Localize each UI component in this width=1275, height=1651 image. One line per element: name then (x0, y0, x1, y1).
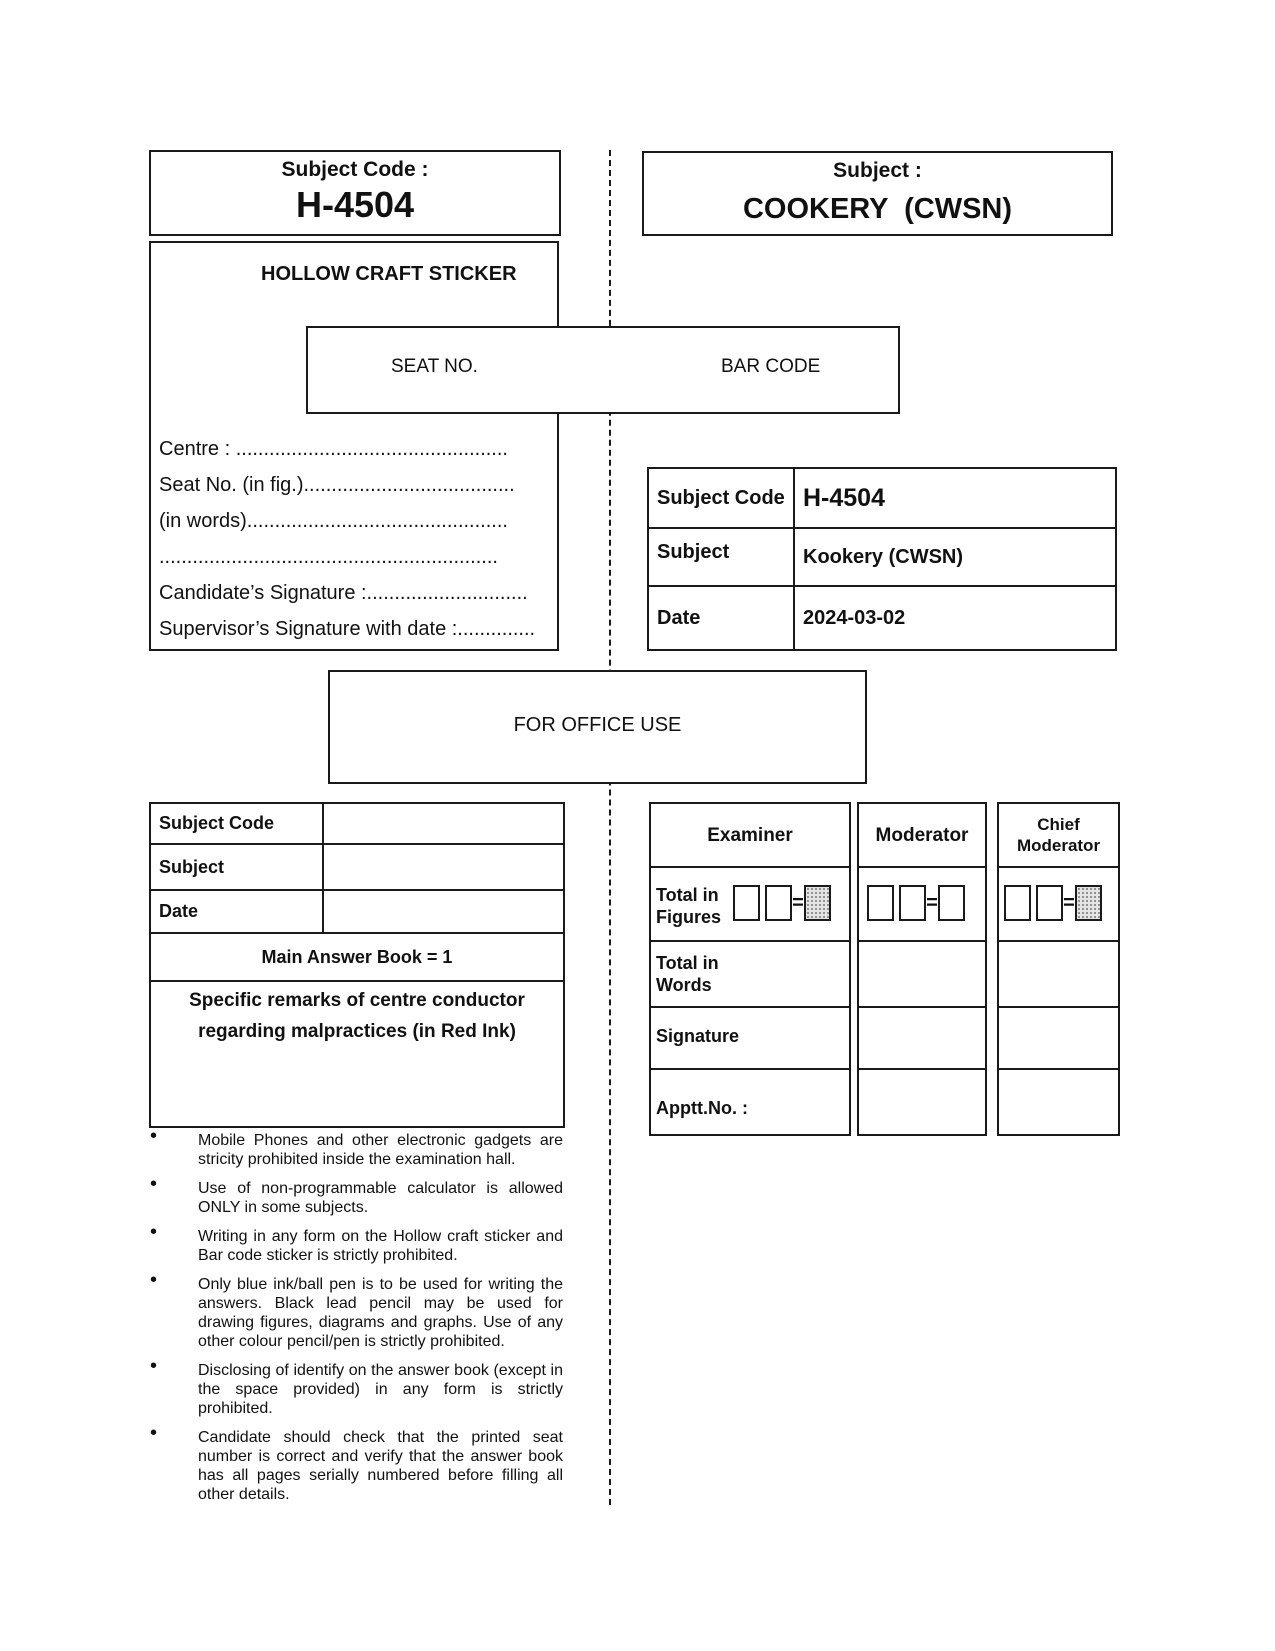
chief-digit-box-2[interactable] (1036, 885, 1063, 921)
moderator-total-box[interactable] (938, 885, 965, 921)
subject-code-box (149, 150, 561, 236)
list-item (150, 1221, 563, 1265)
seat-no-figures-field[interactable]: Seat No. (in fig.)...................................... (159, 474, 515, 496)
office-table (149, 802, 565, 1128)
examiner-digit-box-2[interactable] (765, 885, 792, 921)
office-value-date[interactable] (323, 890, 563, 932)
moderator-apptt-cell[interactable] (859, 1070, 985, 1134)
office-label-date: Date (151, 890, 323, 932)
seat-no-label: SEAT NO. (391, 356, 478, 377)
hollow-craft-sticker (149, 241, 559, 651)
list-item (150, 1422, 563, 1504)
chief-line1: Chief (1037, 815, 1080, 834)
seat-barcode-box (306, 326, 900, 414)
apptt-no-label: Apptt.No. : (656, 1098, 748, 1118)
moderator-total-figures-row (859, 868, 985, 942)
chief-moderator-column (997, 802, 1120, 1136)
instructions-list (150, 1125, 563, 1511)
chief-line2: Moderator (1016, 836, 1101, 855)
moderator-figures-boxes (867, 885, 965, 921)
total-words-line1: Total in (656, 953, 719, 973)
examiner-total-box[interactable] (804, 885, 831, 921)
bullet-icon: • (150, 1269, 158, 1291)
bullet-icon: • (150, 1422, 158, 1444)
subject-info-table (647, 467, 1117, 651)
moderator-header: Moderator (859, 804, 985, 868)
candidate-signature-field[interactable]: Candidate’s Signature :............................. (159, 582, 528, 604)
office-label-subject: Subject (151, 844, 323, 890)
instruction-text: Only blue ink/ball pen is to be used for writing the answers. Black lead pencil may be used for drawing figures, diagrams and graphs. Use of any other colour pencil/pen is strictly prohibited. (198, 1276, 563, 1350)
examiner-signature-row[interactable] (651, 1008, 849, 1070)
total-figures-line2: Figures (656, 907, 722, 927)
total-figures-line1: Total in (656, 885, 719, 905)
moderator-signature-cell[interactable] (859, 1008, 985, 1070)
table-row (648, 528, 1116, 586)
moderator-column (857, 802, 987, 1136)
remarks-line-1: Specific remarks of centre conductor (189, 990, 525, 1011)
examiner-digit-box-1[interactable] (733, 885, 760, 921)
seat-no-words-continued[interactable]: ............................................................. (159, 546, 498, 568)
info-value-subject: Kookery (CWSN) (794, 528, 1116, 586)
chief-total-words-cell[interactable] (999, 942, 1118, 1008)
total-words-line2: Words (656, 975, 712, 995)
info-label-subject-code: Subject Code (648, 468, 794, 528)
centre-field[interactable]: Centre : ................................................. (159, 438, 508, 460)
chief-digit-box-1[interactable] (1004, 885, 1031, 921)
subject-code-label: Subject Code : (281, 158, 429, 181)
equals-sign: = (1063, 891, 1075, 914)
equals-sign: = (792, 891, 804, 914)
main-answer-book-label: Main Answer Book = 1 (261, 947, 453, 967)
table-row (151, 844, 563, 890)
barcode-label: BAR CODE (721, 356, 821, 377)
examiner-header: Examiner (651, 804, 849, 868)
moderator-digit-box-1[interactable] (867, 885, 894, 921)
instruction-text: Candidate should check that the printed seat number is correct and verify that the answer book has all pages serially numbered before filling all other details. (198, 1429, 563, 1503)
chief-moderator-header (999, 804, 1118, 868)
subject-box (642, 151, 1113, 236)
info-value-date: 2024-03-02 (794, 586, 1116, 650)
list-item (150, 1125, 563, 1169)
equals-sign: = (926, 891, 938, 914)
chief-apptt-cell[interactable] (999, 1070, 1118, 1134)
instruction-text: Disclosing of identify on the answer book (except in the space provided) in any form is strictly prohibited. (198, 1362, 563, 1417)
instruction-text: Mobile Phones and other electronic gadgets are stricity prohibited inside the examination hall. (198, 1132, 563, 1168)
bullet-icon: • (150, 1355, 158, 1377)
subject-code-value: H-4504 (295, 184, 415, 225)
bullet-icon: • (150, 1173, 158, 1195)
table-row (648, 586, 1116, 650)
bullet-icon: • (150, 1221, 158, 1243)
examiner-total-words-row[interactable] (651, 942, 849, 1008)
subject-value: COOKERY (CWSN) (742, 193, 1013, 225)
signature-label: Signature (656, 1026, 740, 1046)
instruction-text: Use of non-programmable calculator is allowed ONLY in some subjects. (198, 1180, 563, 1216)
examiner-figures-boxes (733, 885, 831, 921)
table-row (151, 890, 563, 932)
moderator-total-words-cell[interactable] (859, 942, 985, 1008)
office-value-subject-code[interactable] (323, 804, 563, 844)
seat-no-words-field[interactable]: (in words)............................................... (159, 510, 508, 532)
chief-figures-boxes (1004, 885, 1102, 921)
total-in-figures-label (656, 884, 721, 928)
info-value-subject-code: H-4504 (794, 468, 1116, 528)
sticker-fields (159, 431, 551, 647)
remarks-line-2: regarding malpractices (in Red Ink) (198, 1021, 516, 1042)
chief-signature-cell[interactable] (999, 1008, 1118, 1070)
bullet-icon: • (150, 1125, 158, 1147)
moderator-digit-box-2[interactable] (899, 885, 926, 921)
list-item (150, 1173, 563, 1217)
info-label-subject: Subject (648, 528, 794, 586)
remarks-area[interactable] (151, 986, 563, 1124)
office-use-box (328, 670, 867, 784)
sticker-title: HOLLOW CRAFT STICKER (261, 263, 517, 285)
list-item (150, 1355, 563, 1418)
chief-total-figures-row (999, 868, 1118, 942)
table-row (151, 804, 563, 844)
subject-label: Subject : (833, 159, 922, 182)
office-value-subject[interactable] (323, 844, 563, 890)
office-use-label: FOR OFFICE USE (513, 714, 682, 736)
examiner-column (649, 802, 851, 1136)
office-label-subject-code: Subject Code (151, 804, 323, 844)
main-answer-book (151, 932, 563, 982)
examiner-apptt-row[interactable] (651, 1070, 849, 1134)
table-row (648, 468, 1116, 528)
supervisor-signature-field[interactable]: Supervisor’s Signature with date :.............. (159, 618, 536, 640)
list-item (150, 1269, 563, 1351)
chief-total-box[interactable] (1075, 885, 1102, 921)
instruction-text: Writing in any form on the Hollow craft sticker and Bar code sticker is strictly prohibited. (198, 1228, 563, 1264)
examiner-total-figures-row (651, 868, 849, 942)
info-label-date: Date (648, 586, 794, 650)
